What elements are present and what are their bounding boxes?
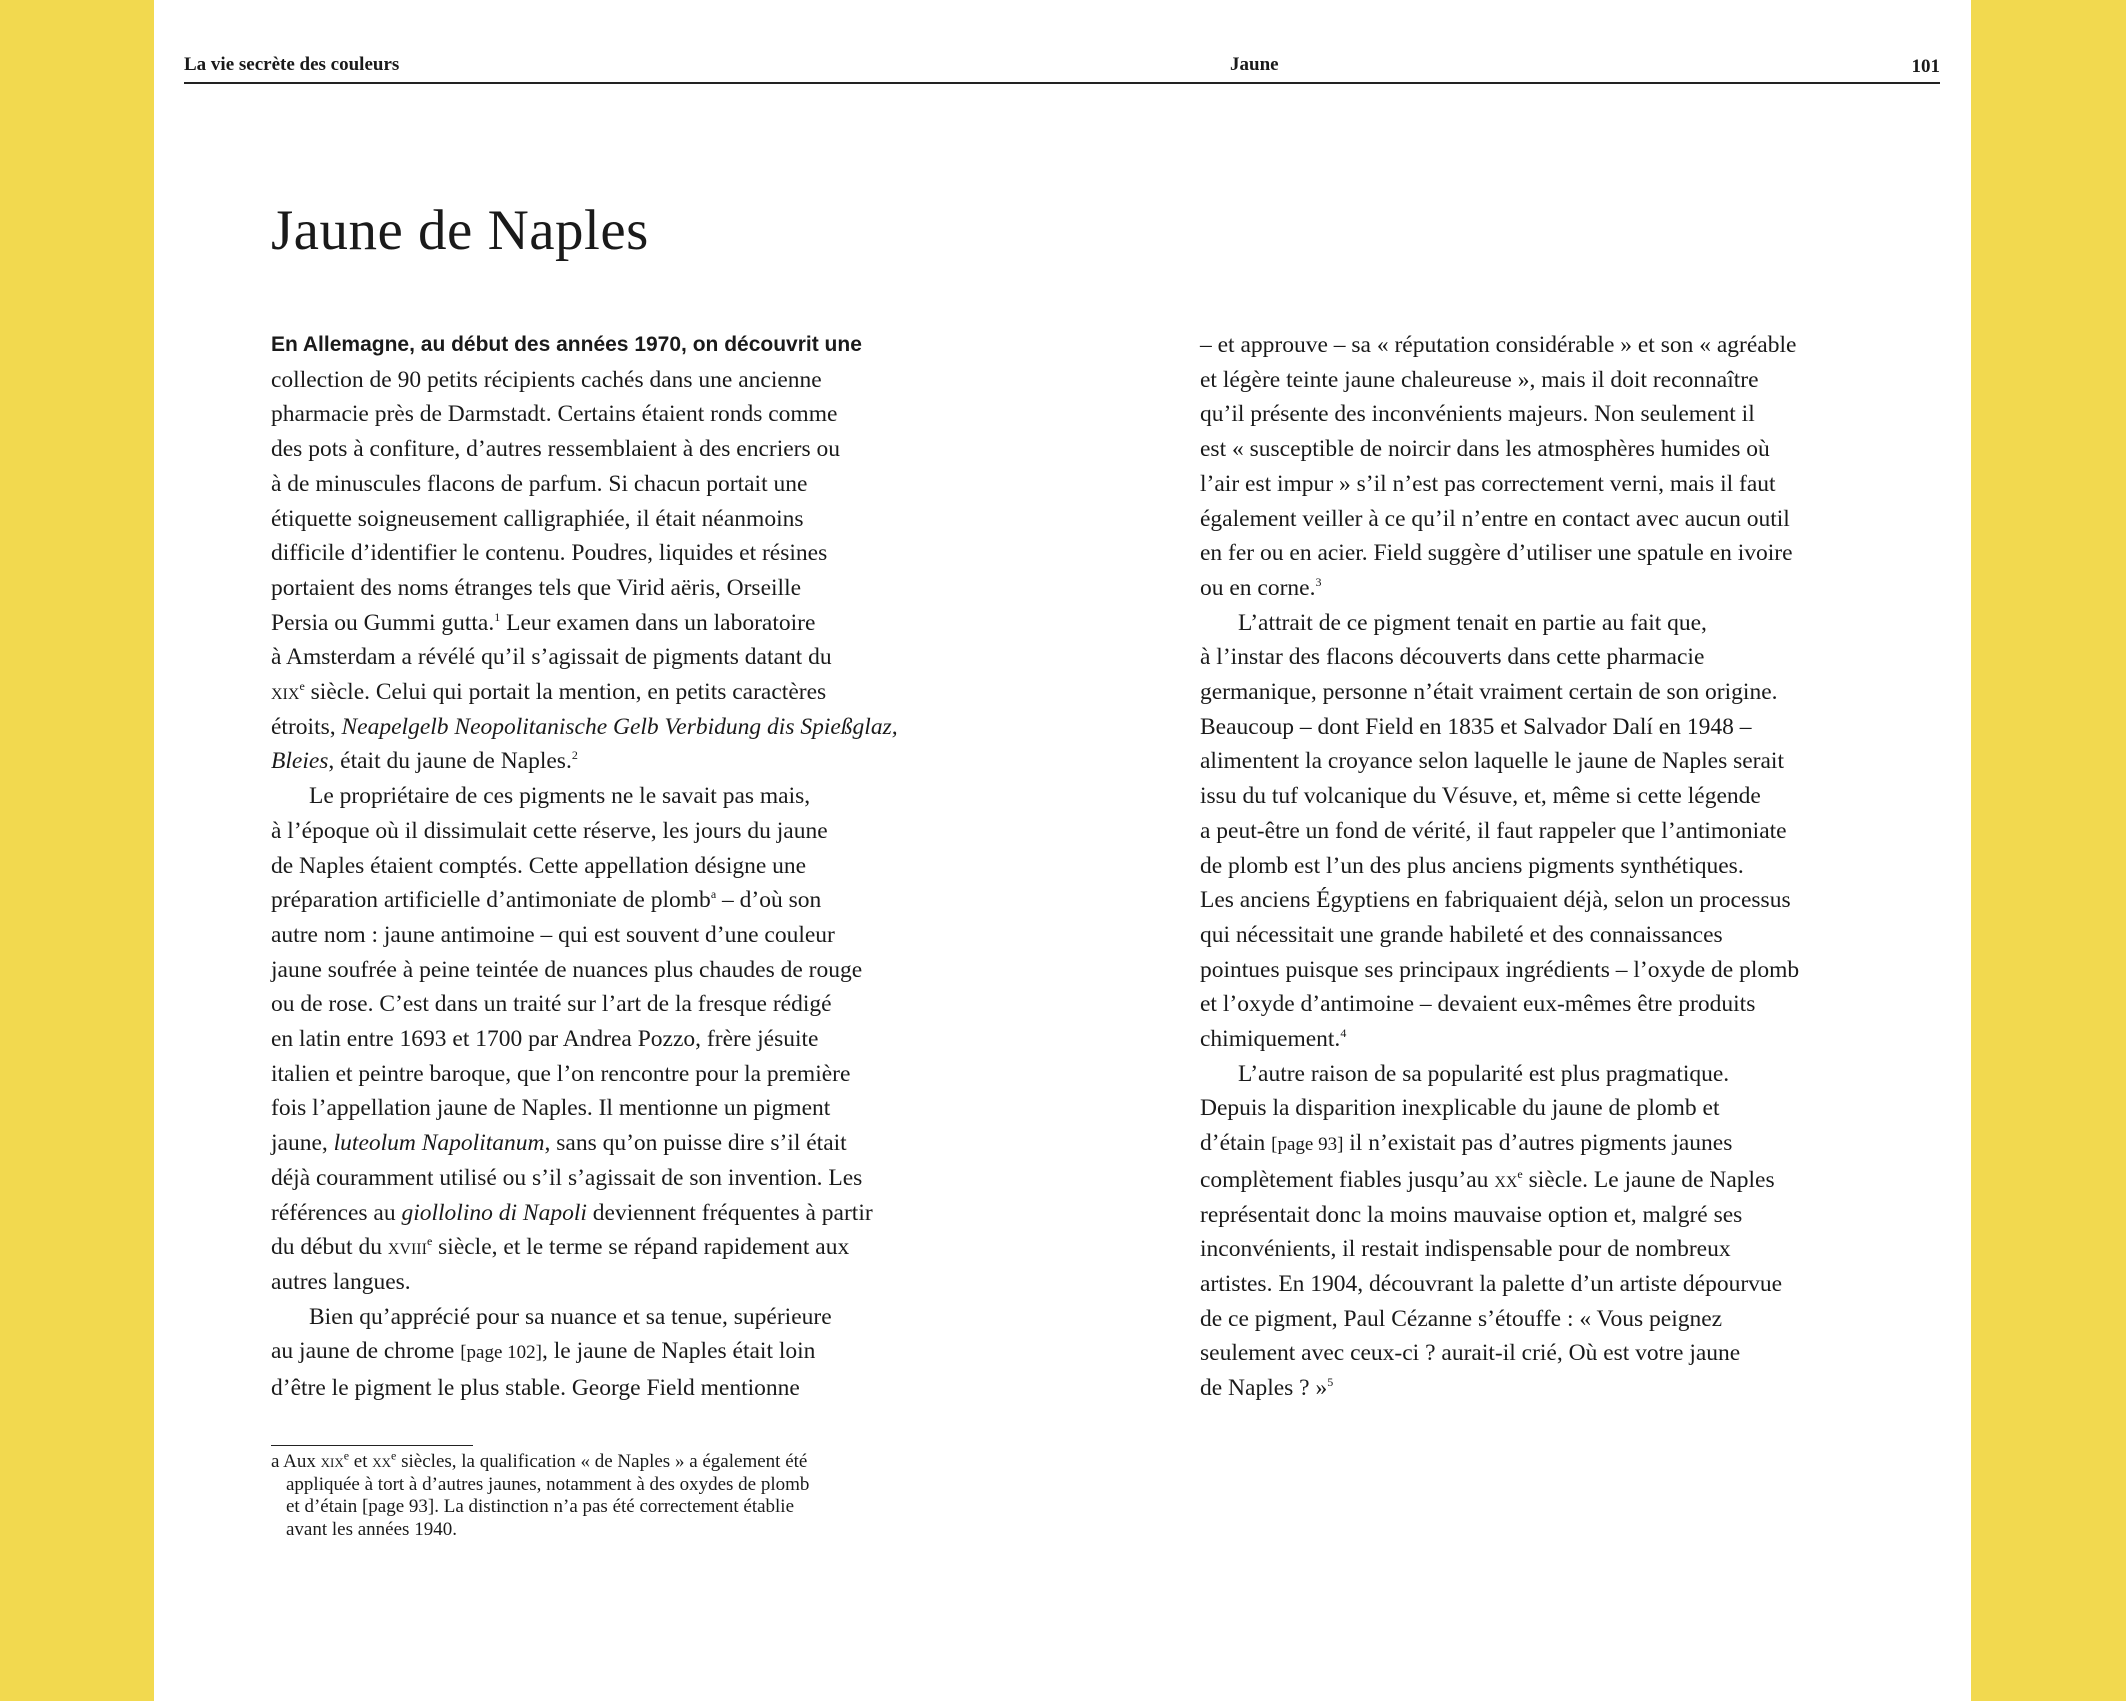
text-line: [271, 1091, 931, 1126]
text-segment: Leur examen dans un laboratoire: [500, 609, 816, 636]
text-line: [1200, 1126, 1860, 1163]
text-line: [1200, 536, 1860, 571]
text-line: [1200, 502, 1860, 537]
text-line: [271, 1300, 931, 1335]
running-head: [184, 50, 1940, 84]
text-segment: références au: [271, 1199, 402, 1226]
text-line: [1200, 1302, 1860, 1337]
text-segment: Persia ou Gummi gutta.: [271, 609, 495, 636]
text-segment: de ce pigment, Paul Cézanne s’étouffe : « Vous peignez: [1200, 1305, 1723, 1332]
text-segment: Neapelgelb Neopolitanische Gelb Verbidung dis Spießglaz,: [341, 713, 898, 740]
text-segment: portaient des noms étranges tels que Virid aëris, Orseille: [271, 574, 802, 601]
text-segment: est « susceptible de noircir dans les atmosphères humides où: [1200, 436, 1770, 463]
text-segment: seulement avec ceux-ci ? aurait-il crié, Où est votre jaune: [1200, 1340, 1741, 1367]
footnote-line: [271, 1496, 809, 1519]
text-segment: des pots à confiture, d’autres ressemblaient à des encriers ou: [271, 436, 841, 463]
text-segment: également veiller à ce qu’il n’entre en contact avec aucun outil: [1200, 505, 1790, 532]
text-segment: étiquette soigneusement calligraphiée, il était néanmoins: [271, 505, 804, 532]
left-column: [271, 328, 931, 1406]
text-line: [271, 1161, 931, 1196]
text-segment: à l’époque où il dissimulait cette réserve, les jours du jaune: [271, 817, 828, 844]
text-segment: fois l’appellation jaune de Naples. Il mentionne un pigment: [271, 1095, 831, 1122]
text-segment: d’étain: [1200, 1130, 1272, 1157]
text-segment: d’être le pigment le plus stable. George Field mentionne: [271, 1375, 800, 1402]
text-segment: En Allemagne, au début des années 1970, on découvrit une: [271, 333, 862, 356]
text-line: [271, 744, 931, 779]
text-segment: et légère teinte jaune chaleureuse », mais il doit reconnaître: [1200, 366, 1759, 393]
text-segment: siècles, la qualification « de Naples » a également été: [396, 1451, 808, 1472]
superscript: e: [391, 1448, 397, 1463]
text-segment: a peut-être un fond de vérité, il faut rappeler que l’antimoniate: [1200, 817, 1787, 844]
text-segment: et l’oxyde d’antimoine – devaient eux-mêmes être produits: [1200, 991, 1756, 1018]
text-line: [1200, 883, 1860, 918]
text-line: [1200, 1336, 1860, 1371]
text-line: [271, 1334, 931, 1371]
text-line: [271, 397, 931, 432]
text-segment: complètement fiables jusqu’au: [1200, 1166, 1495, 1193]
text-line: [271, 918, 931, 953]
text-segment: Bien qu’apprécié pour sa nuance et sa tenue, supérieure: [309, 1303, 832, 1330]
text-line: [1200, 814, 1860, 849]
text-line: [271, 640, 931, 675]
superscript: e: [1517, 1167, 1523, 1182]
text-line: [1200, 1057, 1860, 1092]
text-segment: Le propriétaire de ces pigments ne le savait pas mais,: [309, 783, 811, 810]
text-line: [271, 467, 931, 502]
text-line: [271, 710, 931, 745]
text-segment: xx: [372, 1451, 392, 1472]
text-segment: jaune,: [271, 1130, 334, 1157]
text-segment: préparation artificielle d’antimoniate de plomb: [271, 887, 711, 914]
text-segment: au jaune de chrome: [271, 1338, 461, 1365]
text-line: [1200, 432, 1860, 467]
text-segment: a Aux: [271, 1451, 321, 1472]
text-line: [1200, 779, 1860, 814]
text-line: [271, 1057, 931, 1092]
text-line: [271, 1022, 931, 1057]
text-line: [271, 502, 931, 537]
text-line: [271, 849, 931, 884]
footnote-line: [271, 1474, 809, 1497]
text-segment: et: [349, 1451, 373, 1472]
text-line: [271, 1265, 931, 1300]
text-line: [1200, 1022, 1860, 1057]
text-line: [1200, 606, 1860, 641]
book-page: [154, 0, 1971, 1701]
text-segment: qu’il présente des inconvénients majeurs. Non seulement il: [1200, 401, 1755, 428]
right-column: [1200, 328, 1860, 1406]
text-line: [1200, 1091, 1860, 1126]
text-segment: pointues puisque ses principaux ingrédients – l’oxyde de plomb: [1200, 956, 1800, 983]
text-segment: Les anciens Égyptiens en fabriquaient déjà, selon un processus: [1200, 887, 1791, 914]
superscript: 2: [571, 748, 578, 763]
page-number: 101: [1911, 56, 1940, 77]
text-line: [1200, 363, 1860, 398]
text-line: [1200, 1163, 1860, 1198]
text-segment: difficile d’identifier le contenu. Poudres, liquides et résines: [271, 540, 828, 567]
text-segment: L’autre raison de sa popularité est plus pragmatique.: [1238, 1060, 1730, 1087]
text-segment: siècle. Celui qui portait la mention, en petits caractères: [304, 679, 827, 706]
text-line: [271, 606, 931, 641]
text-segment: représentait donc la moins mauvaise option et, malgré ses: [1200, 1201, 1743, 1228]
text-line: [271, 1196, 931, 1231]
text-segment: – d’où son: [716, 887, 822, 914]
text-segment: avant les années 1940.: [286, 1518, 457, 1540]
section-title: Jaune: [1230, 54, 1279, 75]
text-line: [1200, 1198, 1860, 1233]
text-segment: luteolum Napolitanum: [333, 1130, 545, 1157]
text-segment: à l’instar des flacons découverts dans cette pharmacie: [1200, 644, 1705, 671]
text-segment: xix: [320, 1451, 344, 1472]
text-segment: siècle, et le terme se répand rapidement aux: [432, 1234, 850, 1261]
text-segment: artistes. En 1904, découvrant la palette d’un artiste dépourvue: [1200, 1270, 1783, 1297]
text-segment: , le jaune de Naples était loin: [542, 1338, 816, 1365]
text-segment: , sans qu’on puisse dire s’il était: [544, 1130, 847, 1157]
text-segment: issu du tuf volcanique du Vésuve, et, même si cette légende: [1200, 783, 1761, 810]
text-line: [271, 675, 931, 710]
text-segment: de plomb est l’un des plus anciens pigments synthétiques.: [1200, 852, 1744, 879]
text-segment: à Amsterdam a révélé qu’il s’agissait de pigments datant du: [271, 644, 832, 671]
text-line: [1200, 675, 1860, 710]
book-title: La vie secrète des couleurs: [184, 54, 400, 75]
text-line: [271, 536, 931, 571]
superscript: e: [426, 1234, 433, 1249]
text-line: [1200, 467, 1860, 502]
text-segment: collection de 90 petits récipients cachés dans une ancienne: [271, 366, 822, 393]
text-segment: Beaucoup – dont Field en 1835 et Salvador Dalí en 1948 –: [1200, 713, 1752, 740]
page-reference: [page 102]: [460, 1342, 542, 1364]
text-segment: italien et peintre baroque, que l’on rencontre pour la première: [271, 1060, 851, 1087]
text-line: [271, 571, 931, 606]
footnote: [271, 1448, 810, 1541]
text-line: [271, 1371, 931, 1406]
text-line: [1200, 1267, 1860, 1302]
text-line: [1200, 1232, 1860, 1267]
footnote-line: [271, 1448, 809, 1474]
text-line: [271, 1126, 931, 1161]
text-line: [1200, 328, 1860, 363]
text-segment: à de minuscules flacons de parfum. Si chacun portait une: [271, 470, 808, 497]
text-line: [271, 883, 931, 918]
footnote-line: [271, 1519, 809, 1542]
text-segment: alimentent la croyance selon laquelle le jaune de Naples serait: [1200, 748, 1784, 775]
text-line: [271, 814, 931, 849]
text-segment: étroits,: [271, 713, 342, 740]
text-segment: Bleies: [271, 748, 329, 775]
superscript: e: [299, 679, 305, 694]
text-segment: siècle. Le jaune de Naples: [1522, 1166, 1775, 1193]
text-line: [271, 432, 931, 467]
text-segment: jaune soufrée à peine teintée de nuances plus chaudes de rouge: [271, 956, 863, 983]
text-segment: chimiquement.: [1200, 1026, 1341, 1053]
text-segment: xviii: [387, 1234, 427, 1261]
text-segment: il n’existait pas d’autres pigments jaunes: [1343, 1130, 1733, 1157]
text-segment: germanique, personne n’était vraiment certain de son origine.: [1200, 679, 1778, 706]
text-line: [1200, 987, 1860, 1022]
text-line: [1200, 918, 1860, 953]
text-segment: de Naples ? »: [1200, 1375, 1328, 1402]
text-segment: L’attrait de ce pigment tenait en partie au fait que,: [1238, 609, 1707, 636]
text-segment: en fer ou en acier. Field suggère d’utiliser une spatule en ivoire: [1200, 540, 1793, 567]
page-reference: [page 93]: [1271, 1134, 1344, 1156]
text-segment: en latin entre 1693 et 1700 par Andrea Pozzo, frère jésuite: [271, 1026, 819, 1053]
text-line: [1200, 571, 1860, 606]
text-line: [1200, 953, 1860, 988]
text-line: [1200, 397, 1860, 432]
text-line: [271, 779, 931, 814]
text-segment: qui nécessitait une grande habileté et des connaissances: [1200, 921, 1723, 948]
text-segment: ou en corne.: [1200, 574, 1316, 601]
text-line: [1200, 710, 1860, 745]
text-line: [271, 987, 931, 1022]
text-line: [1200, 1371, 1860, 1406]
text-segment: du début du: [271, 1234, 388, 1261]
text-line: [271, 953, 931, 988]
superscript: 5: [1327, 1375, 1334, 1390]
superscript: 3: [1315, 575, 1322, 590]
text-segment: , était du jaune de Naples.: [328, 748, 572, 775]
text-segment: appliquée à tort à d’autres jaunes, notamment à des oxydes de plomb: [286, 1473, 810, 1495]
text-line: [271, 328, 931, 363]
text-line: [271, 363, 931, 398]
text-line: [1200, 640, 1860, 675]
text-segment: déjà couramment utilisé ou s’il s’agissait de son invention. Les: [271, 1164, 863, 1191]
chapter-title: Jaune de Naples: [271, 199, 649, 262]
superscript: 4: [1340, 1026, 1347, 1041]
text-segment: deviennent fréquentes à partir: [586, 1199, 873, 1226]
text-segment: inconvénients, il restait indispensable pour de nombreux: [1200, 1236, 1731, 1263]
superscript: e: [343, 1448, 350, 1463]
text-line: [1200, 744, 1860, 779]
text-segment: – et approuve – sa « réputation considérable » et son « agréable: [1200, 332, 1797, 358]
text-segment: xx: [1494, 1166, 1518, 1193]
text-segment: pharmacie près de Darmstadt. Certains étaient ronds comme: [271, 401, 838, 428]
text-segment: l’air est impur » s’il n’est pas correctement verni, mais il faut: [1200, 470, 1776, 497]
text-segment: xix: [271, 679, 300, 706]
text-segment: et d’étain [page 93]. La distinction n’a pas été correctement établie: [286, 1496, 795, 1517]
text-segment: autre nom : jaune antimoine – qui est souvent d’une couleur: [271, 921, 835, 948]
text-segment: autres langues.: [271, 1268, 411, 1295]
text-segment: ou de rose. C’est dans un traité sur l’art de la fresque rédigé: [271, 991, 832, 1018]
footnote-divider: [271, 1445, 473, 1446]
superscript: 1: [494, 609, 501, 624]
text-line: [271, 1230, 931, 1265]
superscript: a: [710, 887, 717, 902]
text-segment: giollolino di Napoli: [401, 1199, 587, 1226]
text-segment: de Naples étaient comptés. Cette appellation désigne une: [271, 852, 807, 879]
text-line: [1200, 849, 1860, 884]
text-segment: Depuis la disparition inexplicable du jaune de plomb et: [1200, 1095, 1720, 1122]
